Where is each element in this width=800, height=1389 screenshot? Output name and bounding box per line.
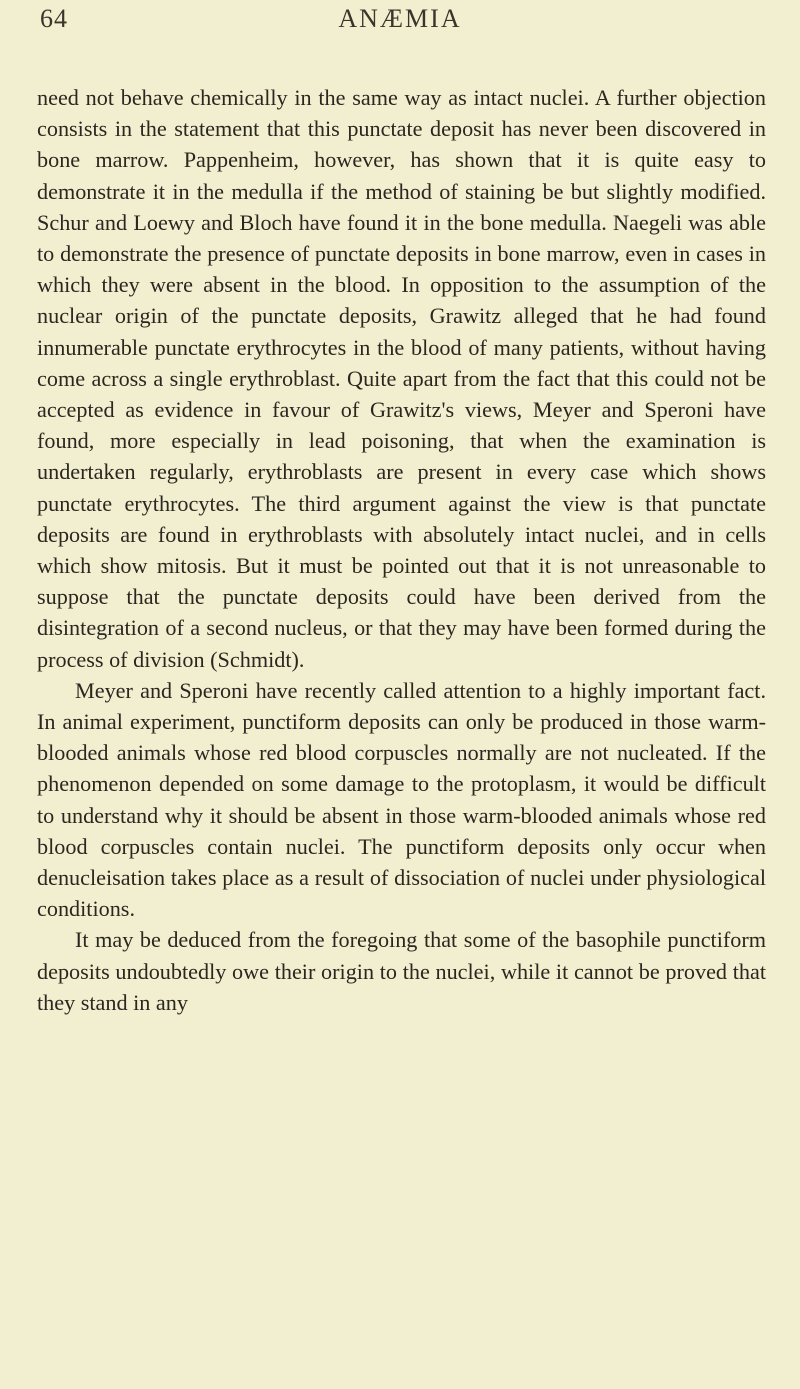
paragraph: It may be deduced from the foregoing that some of the basophile punctiform deposits undoubtedly owe their origin to the nuclei, while it cannot be proved that they stand in any	[37, 927, 766, 1015]
paragraph: need not behave chemically in the same way as intact nuclei. A further objection consists in the statement that this punctate deposit has never been discovered in bone marrow. Pappenheim, however, has shown that it is quite easy to demonstrate it in the medulla if the method of staining be but slightly modified. Schur and Loewy and Bloch have found it in the bone medulla. Naegeli was able to demonstrate the presence of punctate deposits in bone marrow, even in cases in which they were absent in the blood. In opposition to the assumption of the nuclear origin of the punctate deposits, Grawitz alleged that he had found innumerable punctate erythrocytes in the blood of many patients, without having come across a single erythroblast. Quite apart from the fact that this could not be accepted as evidence in favour of Grawitz's views, Meyer and Speroni have found, more especially in lead poisoning, that when the examination is undertaken regularly, erythroblasts are present in every case which shows punctate erythrocytes. The third argument against the view is that punctate deposits are found in erythroblasts with absolutely intact nuclei, and in cells which show mitosis. But it must be pointed out that it is not unreasonable to suppose that the punctate deposits could have been derived from the disintegration of a second nucleus, or that they may have been formed during the process of division (Schmidt).	[37, 85, 766, 672]
page-number: 64	[40, 4, 68, 33]
running-head	[0, 4, 800, 48]
paragraph: Meyer and Speroni have recently called attention to a highly important fact. In animal experiment, punctiform deposits can only be produced in those warm-blooded animals whose red blood corpuscles normally are not nucleated. If the phenomenon depended on some damage to the protoplasm, it would be difficult to understand why it should be absent in those warm-blooded animals whose red blood corpuscles contain nuclei. The punctiform deposits only occur when denucleisation takes place as a result of dissociation of nuclei under physiological conditions.	[37, 677, 766, 922]
running-title: ANÆMIA	[338, 4, 462, 33]
body-text	[37, 82, 766, 1018]
